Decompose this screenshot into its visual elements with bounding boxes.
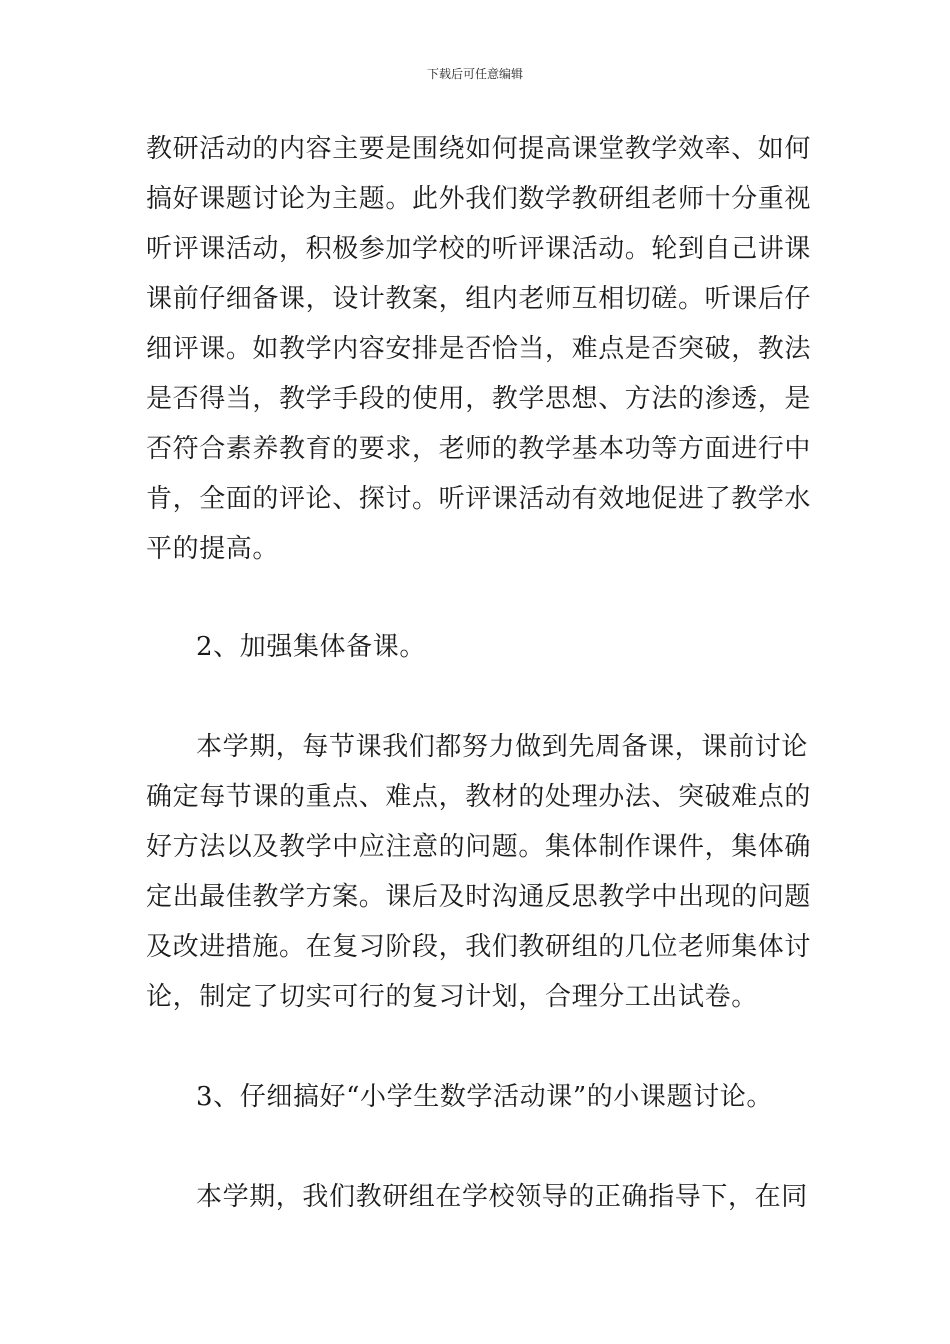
body-line: 本学期，我们教研组在学校领导的正确指导下，在同 (196, 1182, 808, 1212)
body-line: 好方法以及教学中应注意的问题。集体制作课件，集体确 (146, 832, 812, 862)
body-line: 听评课活动，积极参加学校的听评课活动。轮到自己讲课 (146, 234, 812, 264)
body-line: 教研活动的内容主要是围绕如何提高课堂教学效率、如何 (146, 134, 812, 164)
body-line: 肯，全面的评论、探讨。听评课活动有效地促进了教学水 (146, 484, 812, 514)
body-line: 是否得当，教学手段的使用，教学思想、方法的渗透，是 (146, 384, 812, 414)
page-header: 下载后可任意编辑 (426, 67, 523, 81)
section-heading: 2、加强集体备课。 (196, 632, 426, 662)
body-line: 及改进措施。在复习阶段，我们教研组的几位老师集体讨 (146, 932, 812, 962)
body-line: 平的提高。 (146, 534, 280, 564)
section-heading: 3、仔细搞好“小学生数学活动课”的小课题讨论。 (196, 1082, 773, 1112)
body-line: 否符合素养教育的要求，老师的教学基本功等方面进行中 (146, 434, 812, 464)
body-line: 确定每节课的重点、难点，教材的处理办法、突破难点的 (146, 782, 812, 812)
body-line: 定出最佳教学方案。课后及时沟通反思教学中出现的问题 (146, 882, 812, 912)
body-line: 课前仔细备课，设计教案，组内老师互相切磋。听课后仔 (146, 284, 812, 314)
body-line: 细评课。如教学内容安排是否恰当，难点是否突破，教法 (146, 334, 812, 364)
body-line: 论，制定了切实可行的复习计划，合理分工出试卷。 (146, 982, 758, 1012)
body-line: 搞好课题讨论为主题。此外我们数学教研组老师十分重视 (146, 184, 812, 214)
body-line: 本学期，每节课我们都努力做到先周备课，课前讨论 (196, 732, 808, 762)
